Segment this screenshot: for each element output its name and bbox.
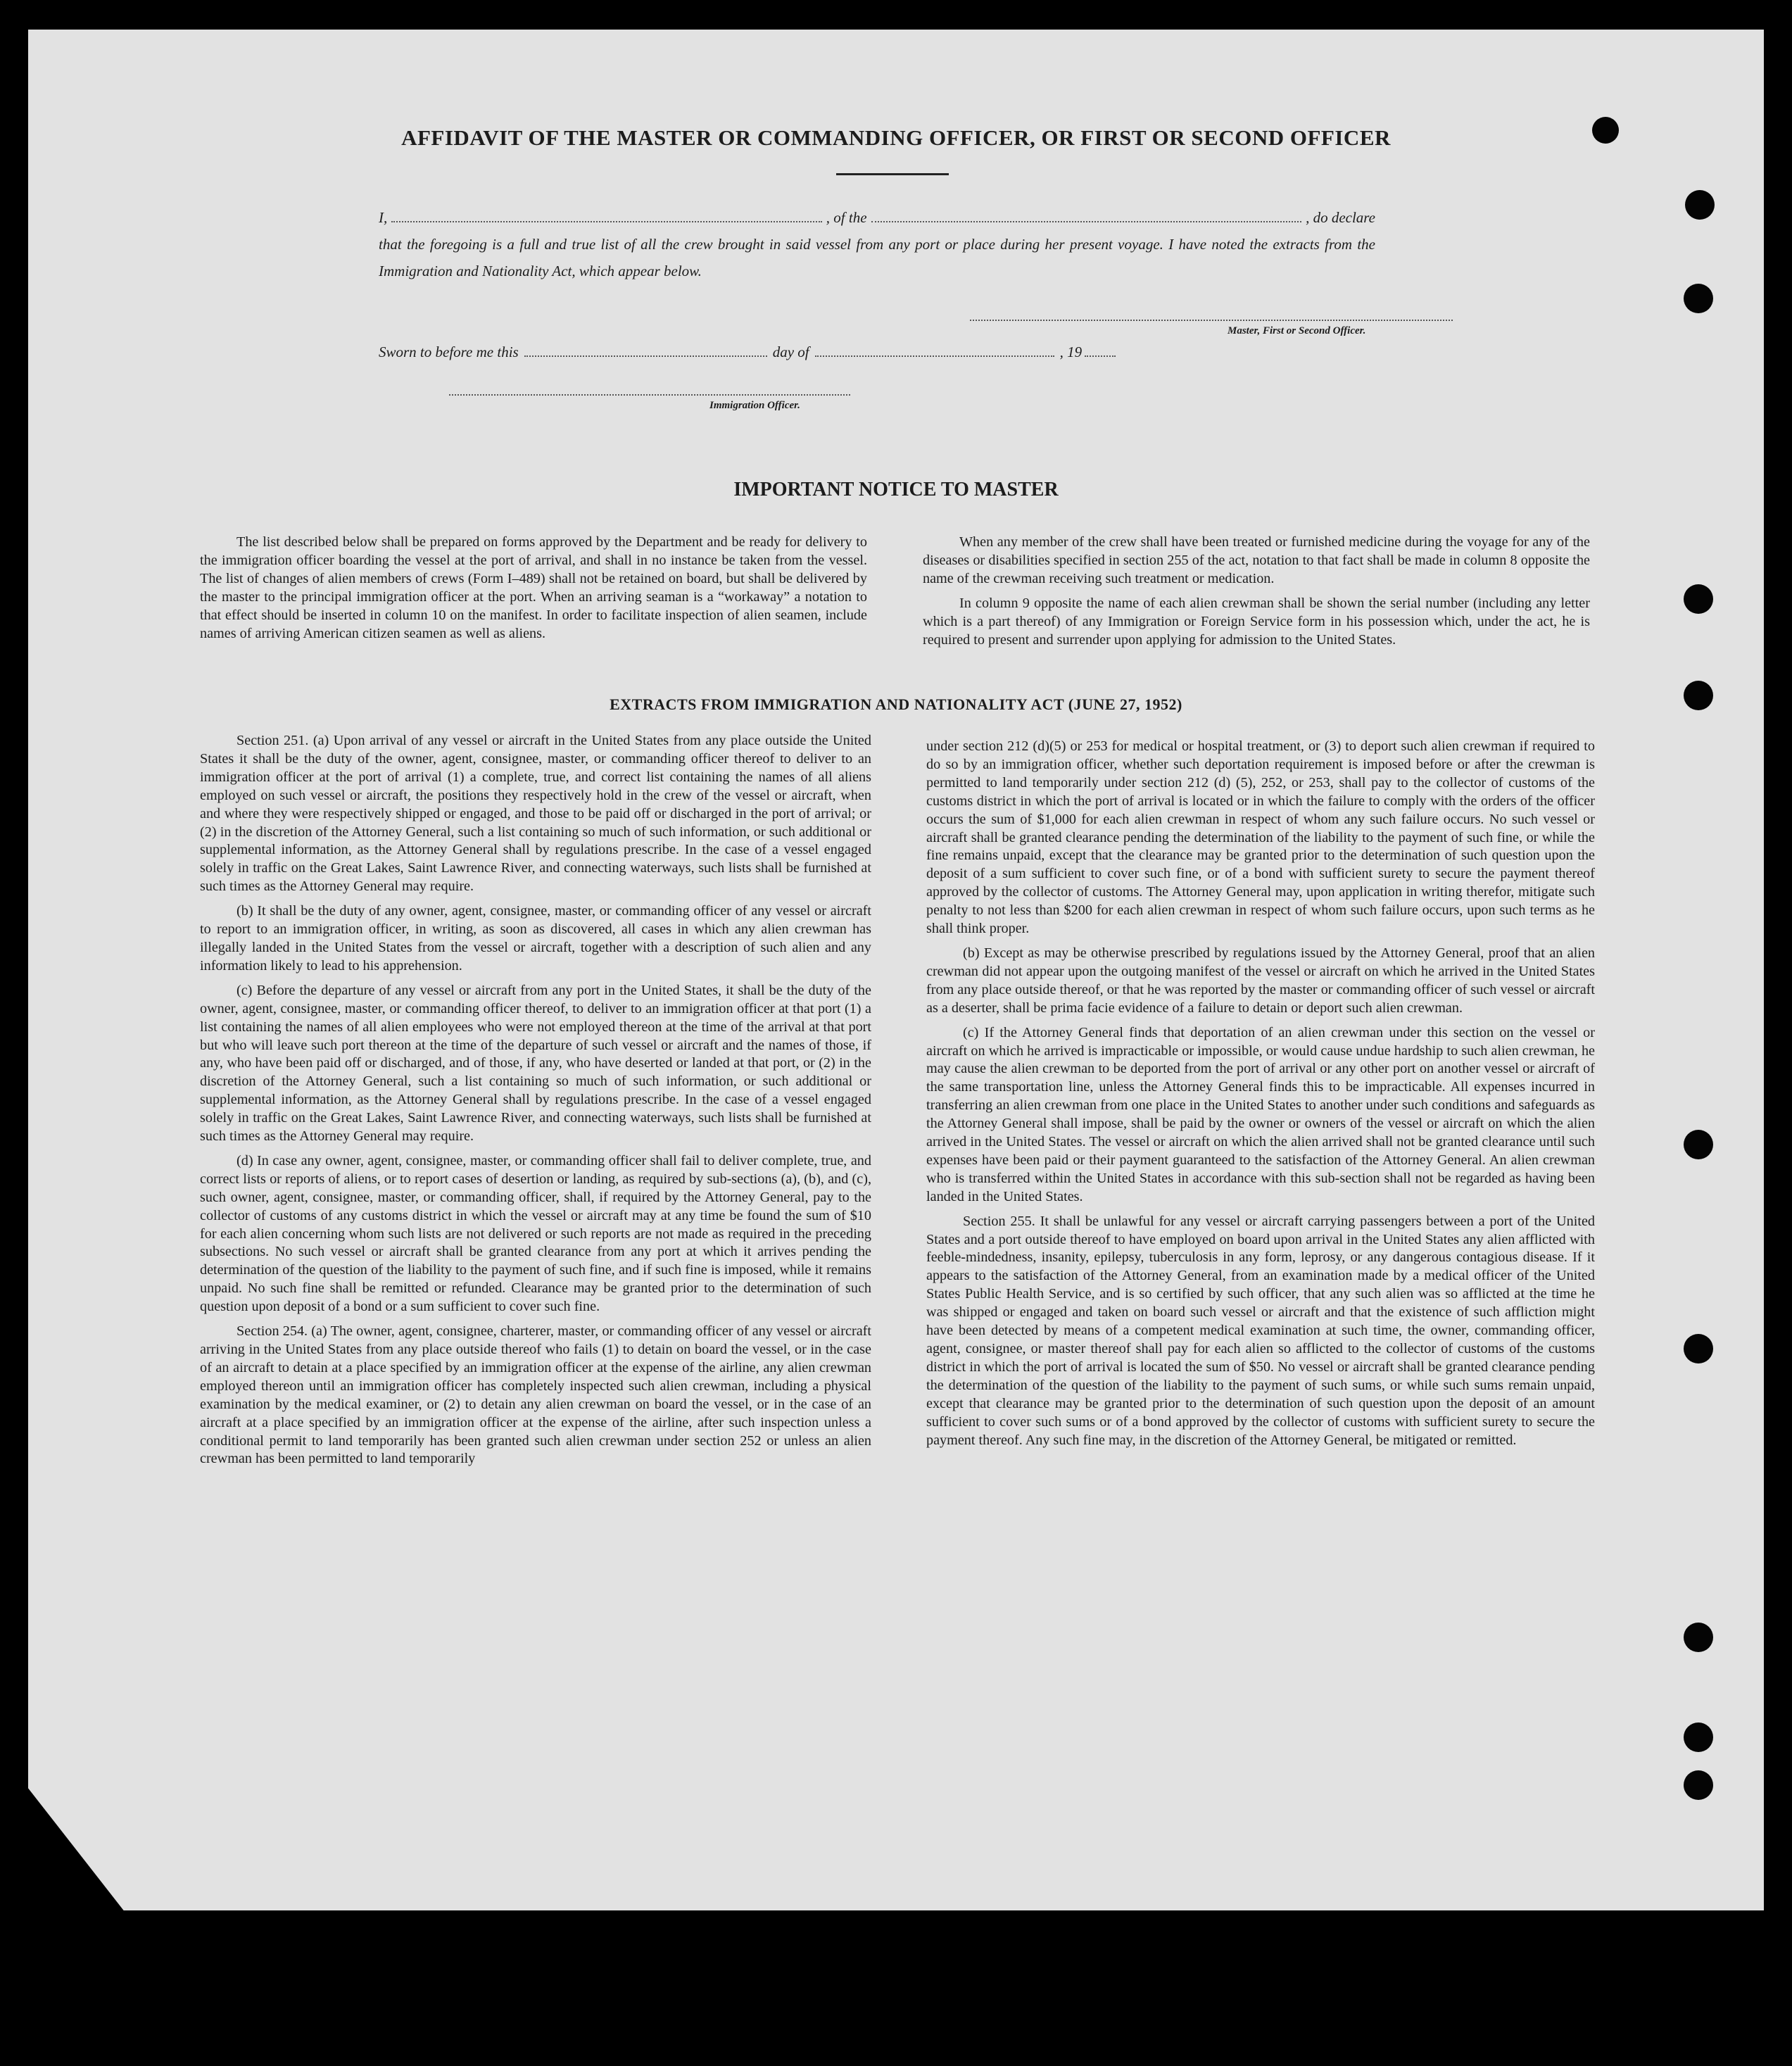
declaration-line (379, 204, 1375, 231)
name-field[interactable] (391, 221, 822, 222)
vessel-field[interactable] (871, 221, 1302, 222)
year-field[interactable] (1085, 355, 1116, 357)
punch-hole (1684, 284, 1713, 313)
affidavit-title: AFFIDAVIT OF THE MASTER OR COMMANDING OFFICER, OR FIRST OR SECOND OFFICER (401, 125, 1391, 150)
of-the-label: , of the (826, 209, 867, 226)
master-signature-line[interactable] (970, 320, 1453, 321)
declaration-text: that the foregoing is a full and true list of all the crew brought in said vessel from any port or place during her present voyage. I have noted the extracts from the Immigration and Nationality Act, which appear below. (379, 236, 1375, 279)
title-rule (836, 173, 949, 175)
extracts-left-column (200, 732, 871, 1475)
month-field[interactable] (815, 355, 1054, 357)
extracts-right-column (926, 738, 1595, 1456)
do-declare-label: , do declare (1306, 209, 1376, 226)
punch-hole (1684, 1623, 1713, 1652)
extract-paragraph: Section 255. It shall be unlawful for any vessel or aircraft carrying passengers between a port of the United States and a port outside thereof to have employed on board upon arrival in the United States any alien afflicted with feeble-mindedness, insanity, epilepsy, tuberculosis in any form, leprosy, or any dangerous contagious disease. If it appears to the satisfaction of the Attorney General, from an examination made by a medical officer of the United States Public Health Service, and is so certified by such officer, that any such alien was so afflicted at the time he was shipped or engaged and taken on board such vessel or aircraft and that the existence of such affliction might have been detected by means of a competent medical examination at such time, the owner, commanding officer, agent, consignee, or master thereof shall pay for each alien so afflicted to the collector of customs of the customs district in which the port of arrival is located the sum of $50. No vessel or aircraft shall be granted clearance pending the determination of the question of the liability to the payment of such sums, or while such sums remain unpaid, except that clearance may be granted prior to the determination of such question upon the deposit of an amount sufficient to cover such sums or of a bond approved by the collector of customs with sufficient surety to secure the payment thereof. Any such fine may, in the discretion of the Attorney General, be mitigated or remitted. (926, 1213, 1595, 1448)
punch-hole (1684, 1722, 1713, 1752)
day-of-label: day of (772, 344, 809, 360)
notice-left-column (200, 534, 867, 649)
extracts-heading: EXTRACTS FROM IMMIGRATION AND NATIONALITY ACT (JUNE 27, 1952) (610, 695, 1182, 713)
immigration-officer-label: Immigration Officer. (709, 400, 800, 411)
extract-paragraph: (d) In case any owner, agent, consignee, master, or commanding officer shall fail to deliver complete, true, and correct lists or reports of aliens, or to report cases of desertion or landing, as required by sub-sections (a), (b), and (c), such owner, agent, consignee, master, or commanding officer, shall, if required by the Attorney General, pay to the collector of customs of any customs district in which the vessel or aircraft may at any time be found the sum of $10 for each alien concerning whom such lists are not delivered or such reports are not made as required in the preceding subsections. No such vessel or aircraft shall be granted clearance from any port at which it arrives pending the determination of the question of the liability to the payment of such fine, and if such fine is imposed, while it remains unpaid. No such fine shall be remitted or refunded. Clearance may be granted prior to the determination of such question upon deposit of a bond or a sum sufficient to cover such fine. (200, 1152, 871, 1315)
notice-right-column (923, 534, 1590, 655)
punch-hole (1684, 1130, 1713, 1159)
punch-hole (1684, 584, 1713, 614)
immigration-officer-signature-line[interactable] (449, 394, 850, 396)
punch-hole (1685, 190, 1715, 220)
extract-paragraph: (b) Except as may be otherwise prescribed by regulations issued by the Attorney General, proof that an alien crewman did not appear upon the outgoing manifest of the vessel or aircraft on which he arrived in the United States from any place outside thereof, or that he was reported by the master or commanding officer of such vessel or aircraft as a deserter, shall be prima facie evidence of a failure to detain or deport such alien crewman. (926, 945, 1595, 1016)
extract-paragraph: (b) It shall be the duty of any owner, agent, consignee, master, or commanding officer of any vessel or aircraft to report to an immigration officer, in writing, as soon as discovered, all cases in which any alien crewman has illegally landed in the United States from the vessel or aircraft, together with a description of such alien and any information likely to lead to his apprehension. (200, 903, 871, 974)
master-signature-label: Master, First or Second Officer. (1228, 325, 1366, 336)
sworn-label: Sworn to before me this (379, 344, 519, 360)
sworn-date-field[interactable] (524, 355, 767, 357)
extract-paragraph: Section 254. (a) The owner, agent, consignee, charterer, master, or commanding officer of any vessel or aircraft arriving in the United States from any place outside thereof who fails (1) to detain on board the vessel, or in the case of an aircraft to detain at a place specified by an immigration officer at the expense of the airline, any alien crewman employed thereon until an immigration officer has completely inspected such alien crewman, including a physical examination by the medical examiner, or (2) to detain any alien crewman on board the vessel, or in the case of an aircraft at a place specified by an immigration officer at the expense of the airline, after such inspection unless a conditional permit to land temporarily has been granted such alien crewman under section 252 or unless an alien crewman has been permitted to land temporarily (200, 1323, 871, 1467)
extract-paragraph: (c) Before the departure of any vessel or aircraft from any port in the United States, it shall be the duty of the owner, agent, consignee, master, or commanding officer thereof, to deliver to an immigration officer at that port (1) a list containing the names of all alien employees who were not employed thereon at the time of the arrival at that port but who will leave such port thereon at the time of the departure of such vessel or aircraft and the names of those, if any, who have been paid off or discharged, and of those, if any, who have deserted or landed at that port, or (2) in the discretion of the Attorney General, such a list containing so much of such information, or such additional or supplemental information, as the Attorney General shall by regulations prescribe. In the case of a vessel engaged solely in traffic on the Great Lakes, Saint Lawrence River, and connecting waterways, such lists shall be furnished at such times as the Attorney General may require. (200, 982, 871, 1145)
declaration-block (379, 204, 1375, 284)
notice-paragraph: When any member of the crew shall have been treated or furnished medicine during the voyage for any of the diseases or disabilities specified in section 255 of the act, notation to that fact shall be made in column 8 opposite the name of the crewman receiving such treatment or medication. (923, 534, 1590, 586)
extract-paragraph: Section 251. (a) Upon arrival of any vessel or aircraft in the United States from any place outside the United States it shall be the duty of the owner, agent, consignee, master, or commanding officer thereof to deliver to an immigration officer at the port of arrival (1) a complete, true, and correct list containing the names of all aliens employed on such vessel or aircraft, the positions they respectively hold in the crew of the vessel or aircraft, when and where they were respectively shipped or engaged, and those to be paid off or discharged in the port of arrival; or (2) in the discretion of the Attorney General, such a list containing so much of such information, or such additional or supplemental information, as the Attorney General shall by regulations prescribe. In the case of a vessel engaged solely in traffic on the Great Lakes, Saint Lawrence River, and connecting waterways, such lists shall be furnished at such times as the Attorney General may require. (200, 733, 871, 895)
sworn-line (379, 344, 1181, 361)
i-label: I, (379, 209, 388, 226)
year-label: , 19 (1059, 344, 1083, 360)
notice-heading: IMPORTANT NOTICE TO MASTER (733, 479, 1059, 500)
extract-paragraph: (c) If the Attorney General finds that deportation of an alien crewman under this section on the vessel or aircraft on which he arrived is impracticable or impossible, or would cause undue hardship to such alien crewman, he may cause the alien crewman to be deported from the port of arrival or any other port on another vessel or aircraft of the same transportation line, unless the Attorney General finds this to be impracticable. All expenses incurred in transferring an alien crewman from one place in the United States to another under such conditions and safeguards as the Attorney General shall impose, shall be paid by the owner or owners of the vessel or aircraft on which the alien arrived in the United States. The vessel or aircraft on which the alien arrived shall not be granted clearance until such expenses have been paid or their payment guaranteed to the satisfaction of the Attorney General. An alien crewman who is transferred within the United States in accordance with this sub-section shall not be regarded as having been landed in the United States. (926, 1024, 1595, 1204)
notice-paragraph: In column 9 opposite the name of each alien crewman shall be shown the serial number (including any letter which is a part thereof) of any Immigration or Foreign Service form in his possession which, under the act, he is required to present and surrender upon applying for admission to the United States. (923, 595, 1590, 648)
punch-hole (1684, 1770, 1713, 1800)
punch-hole (1684, 1334, 1713, 1363)
extract-paragraph: under section 212 (d)(5) or 253 for medical or hospital treatment, or (3) to deport such alien crewman if required to do so by an immigration officer, whether such deportation requirement is imposed before or after the crewman is permitted to land temporarily under section 212 (d) (5), 252, or 253, shall pay to the collector of customs of the customs district in which the port of arrival is located or in which the failure to comply with the orders of the officer occurs the sum of $1,000 for each alien crewman in respect of whom any such failure occurs. No such vessel or aircraft shall be granted clearance pending the determination of the liability to the payment of such fine, or while the fine remains unpaid, except that the clearance may be granted prior to the determination of such question upon the deposit of a sum sufficient to cover such fine, or of a bond with sufficient surety to secure the payment thereof approved by the collector of customs. The Attorney General may, upon application in writing therefor, mitigate such penalty to not less than $200 for each alien crewman in respect of whom such failure occurs, upon such terms as he shall think proper. (926, 738, 1595, 937)
notice-paragraph: The list described below shall be prepared on forms approved by the Department and be ready for delivery to the immigration officer boarding the vessel at the port of arrival, and shall in no instance be taken from the vessel. The list of changes of alien members of crews (Form I–489) shall not be retained on board, but shall be delivered by the master to the principal immigration officer at the port. When an arriving seaman is a “workaway” a notation to that effect should be inserted in column 10 on the manifest. In order to facilitate inspection of alien seamen, include names of arriving American citizen seamen as well as aliens. (200, 534, 867, 641)
